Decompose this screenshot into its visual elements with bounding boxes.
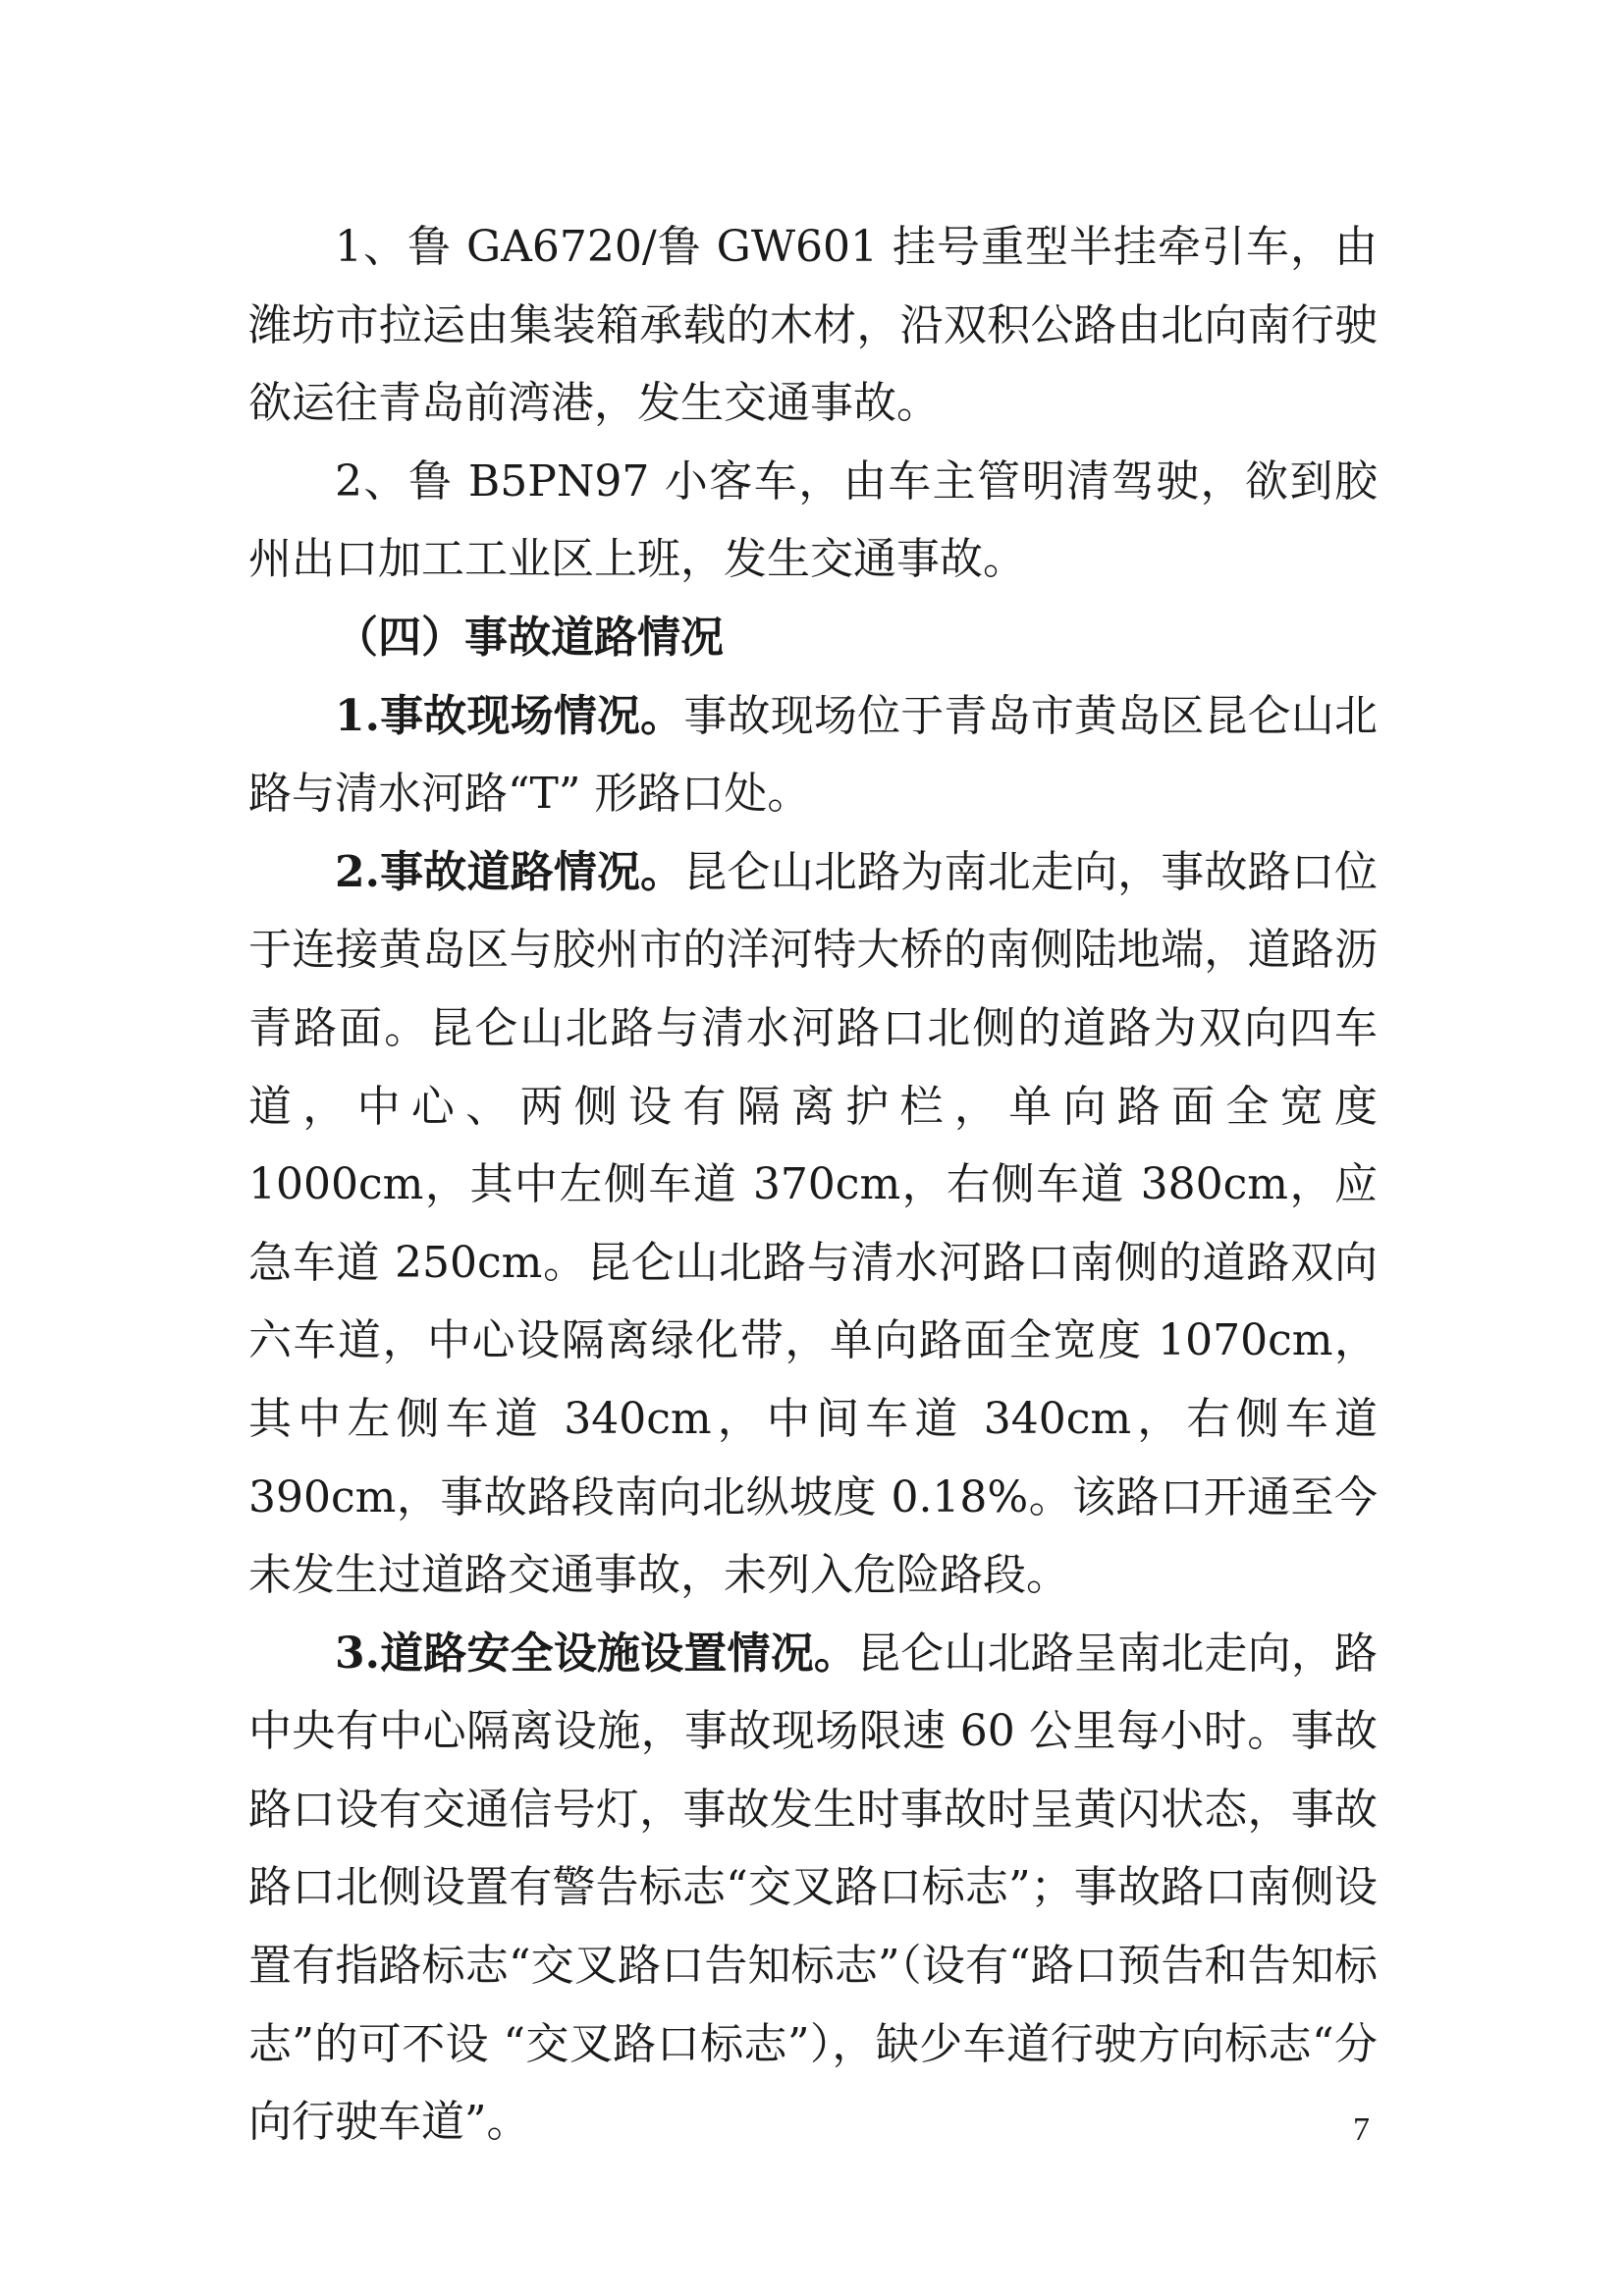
- paragraph-vehicle-1: [248, 208, 1378, 443]
- paragraph-vehicle-2: [248, 443, 1378, 599]
- paragraph-text: 2、鲁 B5PN97 小客车，由车主管明清驾驶，欲到胶州出口加工工业区上班，发生交通事故。: [248, 455, 1378, 585]
- subsection-lead: 3.道路安全设施设置情况。: [335, 1628, 858, 1679]
- paragraph-text: 1、鲁 GA6720/鲁 GW601 挂号重型半挂牵引车，由潍坊市拉运由集装箱承载的木材，沿双积公路由北向南行驶欲运往青岛前湾港，发生交通事故。: [248, 222, 1378, 429]
- subsection-text: 昆仑山北路为南北走向，事故路口位于连接黄岛区与胶州市的洋河特大桥的南侧陆地端，道路沥青路面。昆仑山北路与清水河路口北侧的道路为双向四车道，中心、两侧设有隔离护栏，单向路面全宽度 1000cm，其中左侧车道 370cm，右侧车道 380cm，应急车道 250cm。昆仑山北路与清水河路口南侧的道路双向六车道，中心设隔离绿化带，单向路面全宽度 1070cm，其中左侧车道 340cm，中间车道 340cm，右侧车道 390cm，事故路段南向北纵坡度 0.18%。该路口开通至今未发生过道路交通事故，未列入危险路段。: [248, 846, 1379, 1601]
- subsection-scene: [248, 677, 1378, 833]
- subsection-lead: 1.事故现场情况。: [335, 690, 684, 741]
- subsection-text: 事故现场位于青岛市黄岛区昆仑山北路与清水河路“T” 形路口处。: [248, 690, 1379, 820]
- section-heading: （四）事故道路情况: [335, 612, 724, 663]
- page-number: 7: [1353, 2111, 1370, 2148]
- subsection-safety: [248, 1615, 1378, 2162]
- subsection-road: [248, 833, 1378, 1615]
- document-body: [248, 208, 1378, 2162]
- subsection-lead: 2.事故道路情况。: [335, 846, 684, 897]
- subsection-text: 昆仑山北路呈南北走向，路中央有中心隔离设施，事故现场限速 60 公里每小时。事故路口设有交通信号灯，事故发生时事故时呈黄闪状态，事故路口北侧设置有警告标志“交叉路口标志”；事故路口南侧设置有指路标志“交叉路口告知标志”（设有“路口预告和告知标志”的可不设 “交叉路口标志”），缺少车道行驶方向标志“分向行驶车道”。: [248, 1628, 1379, 2148]
